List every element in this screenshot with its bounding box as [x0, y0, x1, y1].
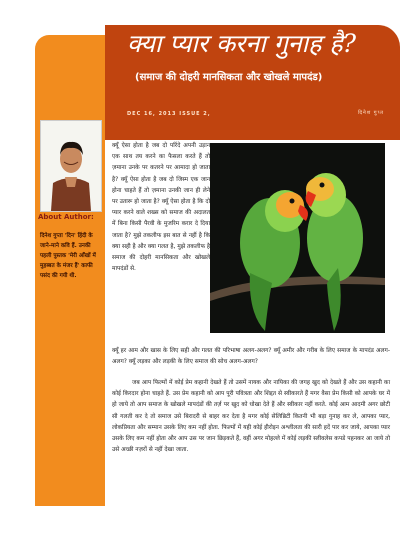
article-wide-text: क्यूँ हर आम और खास के लिए सही और गलत की परिभाषा अलग-अलग? क्यूँ अमीर और गरीब के लिए समाज के मापदंड अलग-अलग? क्यूँ लड़का और लड़की के लिए समाज की सोच अलग-अलग?: [112, 348, 390, 366]
issue-line: DEC 16, 2013 ISSUE 2,: [127, 111, 211, 117]
article-column-text: क्यूँ ऐसा होता है जब दो परिंदे अपनी उड़ान एक साथ तय करने का फैसला करते हैं तो ज़माना उनके पर कतरने पर आमादा हो जाता है? क्यूँ ऐसा होता है जब दो जिस्म एक जान होना चाहते हैं तो ज़माना उनकी जान ही लेने पर उतारू हो जाता है? क्यूँ ऐसा होता है कि दो प्यार करने वाले शख्स को समाज की अदालत में बिना किसी पैरवी के मुजरिम करार दे दिया जाता है? मुझे तकलीफ इस बात से नहीं है कि क्या सही है और क्या गलत है, मुझे तकलीफ है समाज की दोहरी मानसिकता और खोखले मापदंडों से.: [112, 143, 210, 273]
lovebirds-photo: [210, 143, 385, 333]
author-bio: दिनेश गुप्ता 'दिन' हिंदी के जाने-माने कवि हैं. उनकी पहली पुस्तक 'मेरी आँखों में मुहब्बत के मंजर हैं' काफी पसंद की गयी थी.: [40, 233, 96, 279]
page-title: क्या प्यार करना गुनाह है?: [127, 29, 357, 58]
page-subtitle: (समाज की दोहरी मानसिकता और खोखले मापदंड): [135, 72, 323, 83]
author-label: About Author:: [38, 213, 94, 221]
author-photo: [40, 120, 102, 212]
article-paragraph-2: जब आप फिल्मों में कोई प्रेम कहानी देखते हैं तो उसमें नायक और नायिका की जगह खुद को देखते हैं और उस कहानी का कोई किरदार होना चाहते हैं. उस प्रेम कहानी को आप पूरी पवित्रता और शिद्दत से स्वीकारते हैं मगर वैसा प्रेम किसी को आपके घर में हो जाये तो आप समाज के खोखले मापदंडों की तर्ज़ पर खुद को धोखा देते हैं और स्वीकार नहीं करते. कोई आम आदमी अगर छोटी सी गलती कर दे तो समाज उसे बिरादरी से बाहर कर देता है मगर कोई सेलिब्रिटी कितनी भी बड़ा गुनाह कर ले, आपका प्यार, लोकप्रियता और सम्मान उसके लिए कम नहीं होता. फिल्मों में यही कोई हीरोइन अश्लीलता की सारी हदें पार कर जाये, आपका प्यार उसके लिए कम नहीं होता और आप उस पर जान छिड़कते हैं, वहीं अगर मोहल्ले में कोई लड़की स्लीवलेस कपडे पहनकर आ जाये तो उसे अच्छी नज़रों से नहीं देखा जाता.: [112, 380, 390, 454]
header-author-name: दिनेश गुप्त: [358, 110, 384, 116]
header-banner: [105, 25, 400, 140]
